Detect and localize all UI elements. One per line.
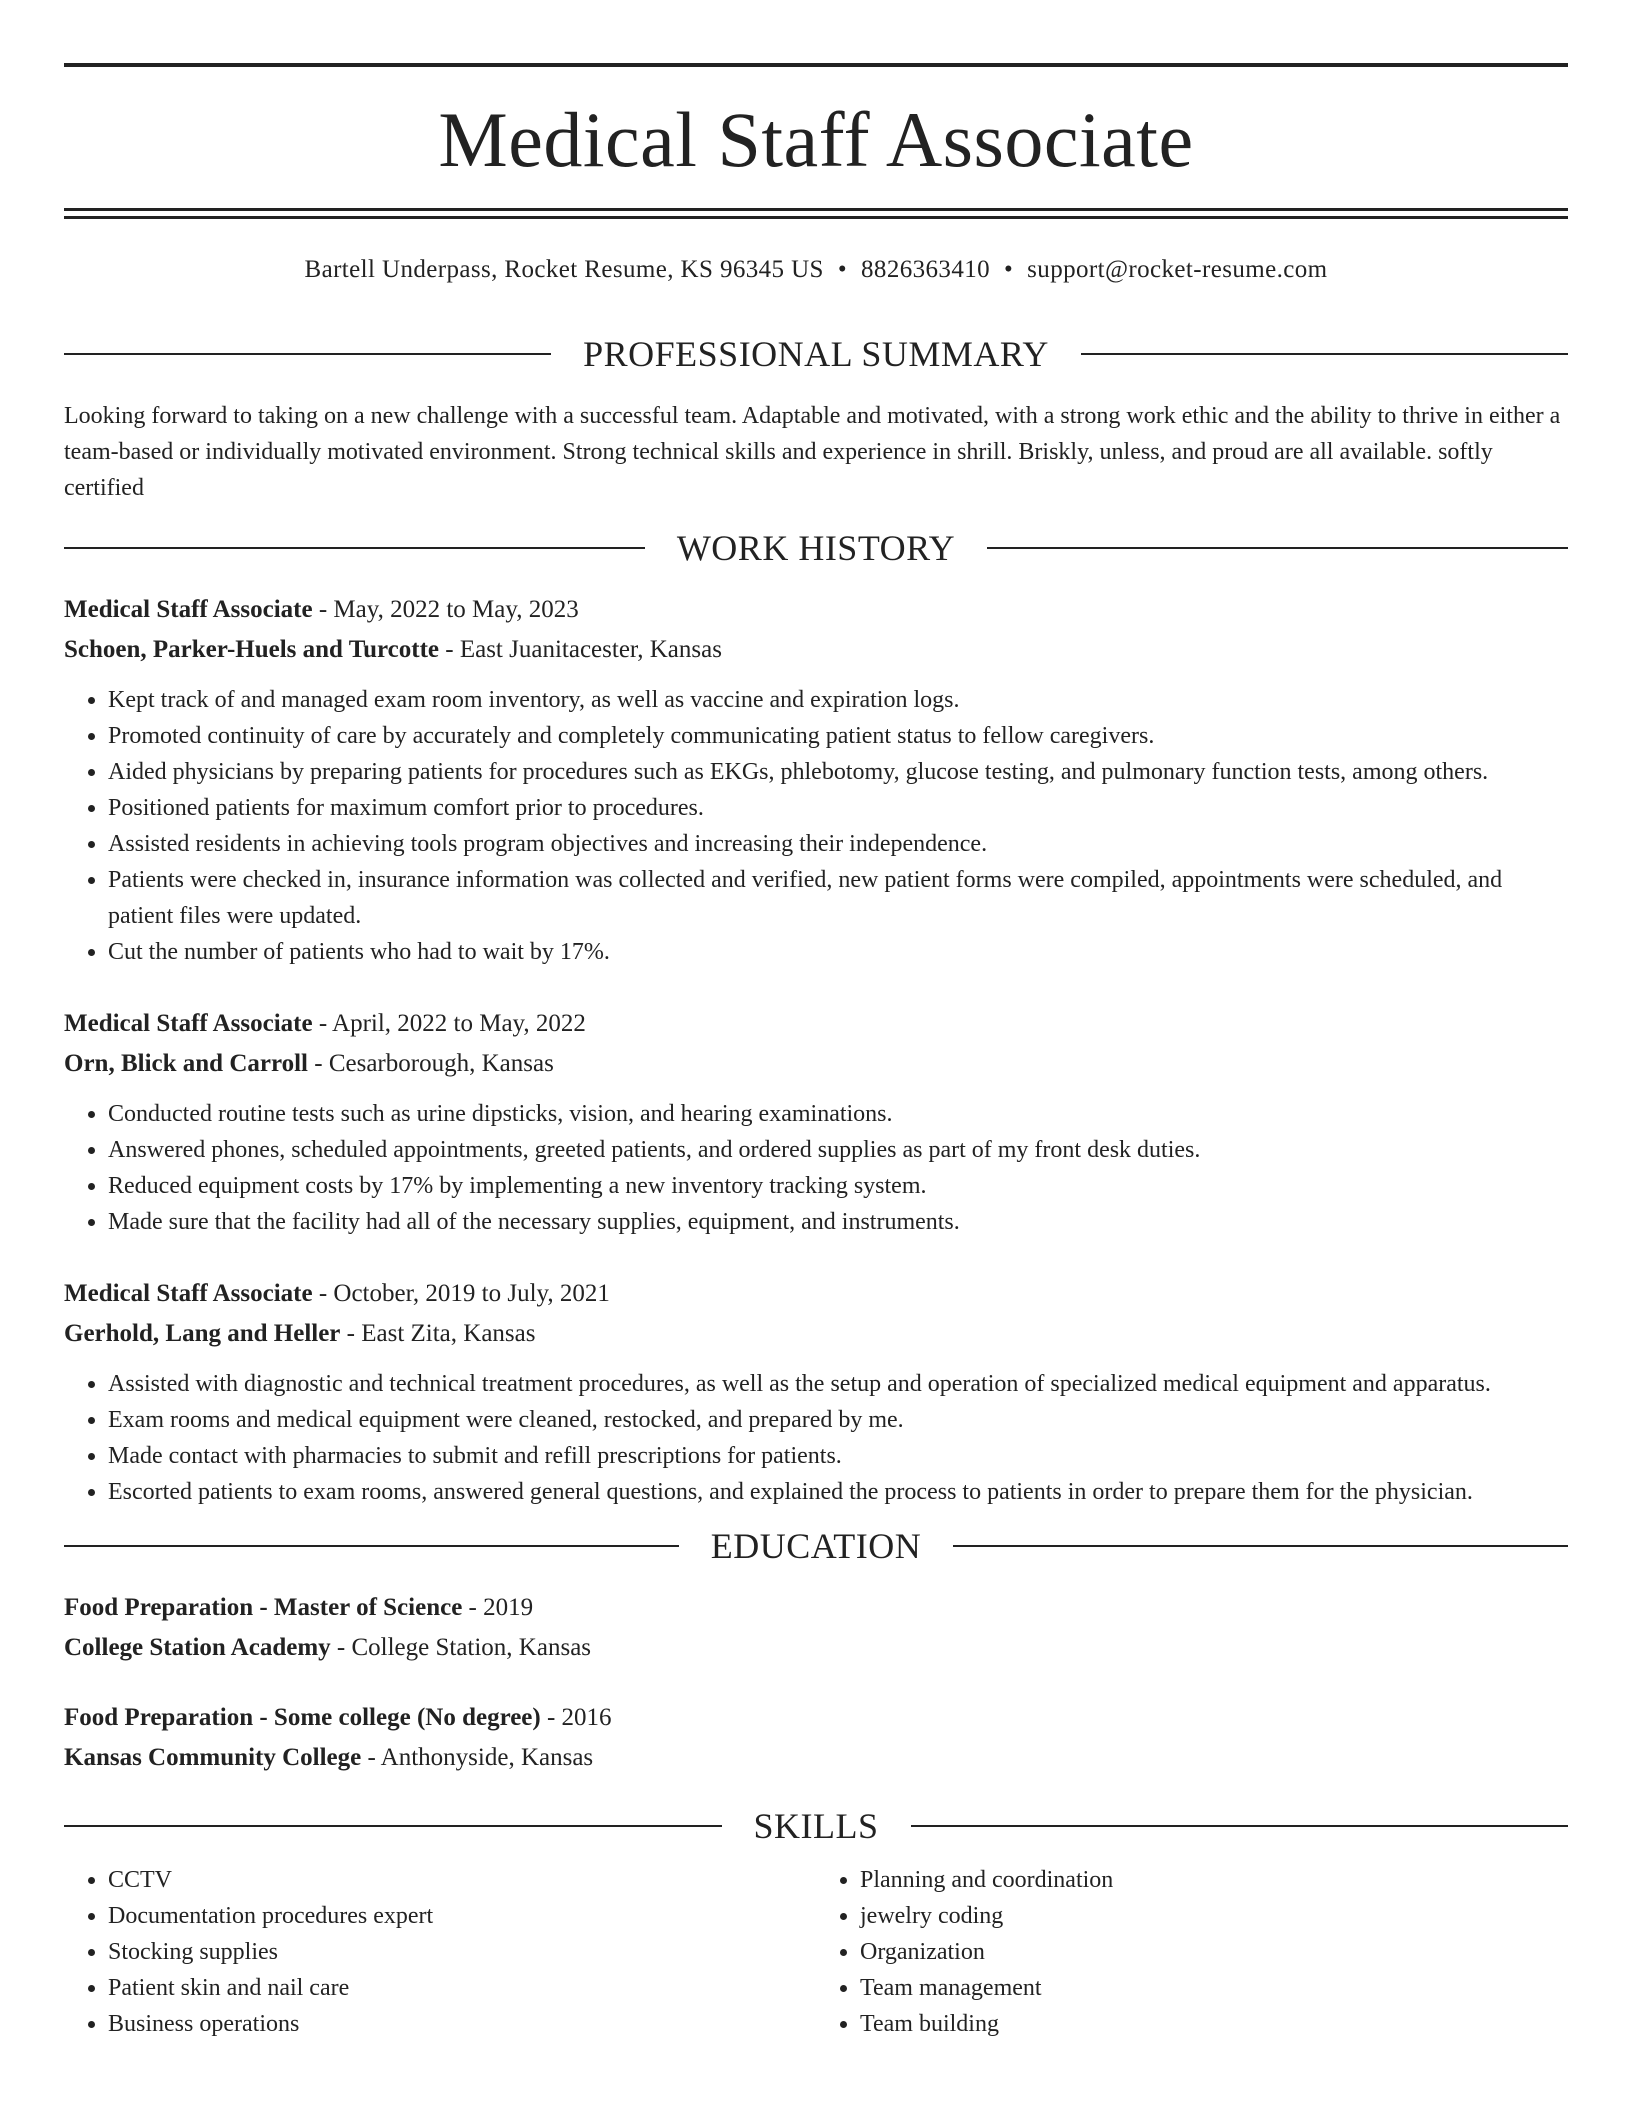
list-item: • Escorted patients to exam rooms, answered general questions, and explained the process to patients in order to prepare them for the physician. [108,1474,1568,1510]
job-company-line [64,1314,1568,1354]
summary-text: Looking forward to taking on a new challenge with a successful team. Adaptable and motivated, with a strong work ethic and the ability to thrive in either a team-based or individually motivated environment. Strong technical skills and experience in shrill. Briskly, unless, and proud are all available. softly certified [64,403,1561,501]
job-duties [64,682,1568,970]
summary-heading [64,330,1568,378]
candidate-name: Medical Staff Associate [438,96,1194,183]
job-entry [64,590,1568,970]
list-item: • Reduced equipment costs by 17% by implementing a new inventory tracking system. [108,1168,1568,1204]
list-item: • Documentation procedures expert [108,1898,816,1934]
contact-email: support@rocket-resume.com [1027,256,1328,283]
job-role: Medical Staff Associate [64,1280,313,1307]
degree-line [64,1698,1568,1738]
list-item: • Cut the number of patients who had to wait by 17%. [108,934,1568,970]
job-company: Orn, Blick and Carroll [64,1050,309,1077]
list-item: • Patient skin and nail care [108,1970,816,2006]
section-title: EDUCATION [710,1526,922,1566]
job-entry [64,1004,1568,1240]
section-title: SKILLS [753,1806,879,1846]
school-line [64,1738,1568,1778]
job-dates: - October, 2019 to July, 2021 [312,1280,610,1307]
list-item: • Assisted with diagnostic and technical treatment procedures, as well as the setup and operation of specialized medical equipment and apparatus. [108,1366,1568,1402]
list-item: • Made contact with pharmacies to submit and refill prescriptions for patients. [108,1438,1568,1474]
list-item: • Business operations [108,2006,816,2042]
school-location: - Anthonyside, Kansas [361,1744,594,1771]
list-item: • Team management [860,1970,1568,2006]
job-company-line [64,1044,1568,1084]
list-item: • Made sure that the facility had all of the necessary supplies, equipment, and instruments. [108,1204,1568,1240]
divider [987,547,1568,549]
section-title: WORK HISTORY [676,528,956,568]
list-item: • Stocking supplies [108,1934,816,1970]
list-item: • CCTV [108,1862,816,1898]
job-duties [64,1366,1568,1510]
job-role: Medical Staff Associate [64,596,313,623]
list-item: • Positioned patients for maximum comfort prior to procedures. [108,790,1568,826]
list-item: • Conducted routine tests such as urine dipsticks, vision, and hearing examinations. [108,1096,1568,1132]
divider [911,1825,1569,1827]
degree-line [64,1588,1568,1628]
job-title-line [64,1004,1568,1044]
list-item: • Planning and coordination [860,1862,1568,1898]
contact-separator: • [1004,256,1014,283]
skills-column-left [64,1862,816,2042]
job-title-line [64,1274,1568,1314]
contact-phone: 8826363410 [861,256,991,283]
work-history-heading [64,524,1568,572]
list-item: • Answered phones, scheduled appointments, greeted patients, and ordered supplies as part of my front desk duties. [108,1132,1568,1168]
degree: Food Preparation - Some college (No degree) [64,1704,541,1731]
graduation-year: - 2016 [540,1704,612,1731]
contact-address: Bartell Underpass, Rocket Resume, KS 96345 US [304,256,824,283]
divider [1081,353,1568,355]
school: College Station Academy [64,1634,331,1661]
list-item: • Team building [860,2006,1568,2042]
school-location: - College Station, Kansas [330,1634,592,1661]
job-dates: - April, 2022 to May, 2022 [312,1010,586,1037]
header-top-rule [64,63,1568,67]
job-company-line [64,630,1568,670]
list-item: • Assisted residents in achieving tools program objectives and increasing their independence. [108,826,1568,862]
school: Kansas Community College [64,1744,362,1771]
list-item: • Organization [860,1934,1568,1970]
list-item: • Promoted continuity of care by accurately and completely communicating patient status to fellow caregivers. [108,718,1568,754]
degree: Food Preparation - Master of Science [64,1594,463,1621]
job-company: Gerhold, Lang and Heller [64,1320,341,1347]
list-item: • Patients were checked in, insurance information was collected and verified, new patient forms were compiled, appointments were scheduled, and patient files were updated. [108,862,1568,934]
skills-column-right [816,1862,1568,2042]
contact-separator: • [837,256,848,283]
job-duties [64,1096,1568,1240]
divider [64,1545,679,1547]
job-company: Schoen, Parker-Huels and Turcotte [64,636,440,663]
list-item: • jewelry coding [860,1898,1568,1934]
list-item: • Aided physicians by preparing patients for procedures such as EKGs, phlebotomy, glucose testing, and pulmonary function tests, among others. [108,754,1568,790]
job-role: Medical Staff Associate [64,1010,313,1037]
education-heading [64,1522,1568,1570]
list-item: • Kept track of and managed exam room inventory, as well as vaccine and expiration logs. [108,682,1568,718]
section-title: PROFESSIONAL SUMMARY [583,334,1049,374]
job-location: - East Zita, Kansas [340,1320,536,1347]
skills-heading [64,1802,1568,1850]
job-entry [64,1274,1568,1510]
list-item: • Exam rooms and medical equipment were cleaned, restocked, and prepared by me. [108,1402,1568,1438]
job-dates: - May, 2022 to May, 2023 [312,596,579,623]
divider [953,1545,1568,1547]
school-line [64,1628,1568,1668]
divider [64,1825,722,1827]
divider [64,547,645,549]
job-title-line [64,590,1568,630]
header-bottom-rule [64,208,1568,211]
education-entry [64,1698,1568,1778]
contact-line [64,253,1568,287]
job-location: - East Juanitacester, Kansas [439,636,722,663]
skills-list [64,1862,1568,2042]
header-bottom-rule-2 [64,216,1568,219]
graduation-year: - 2019 [462,1594,534,1621]
resume-body [64,330,1568,2042]
divider [64,353,551,355]
job-location: - Cesarborough, Kansas [308,1050,554,1077]
education-entry [64,1588,1568,1668]
